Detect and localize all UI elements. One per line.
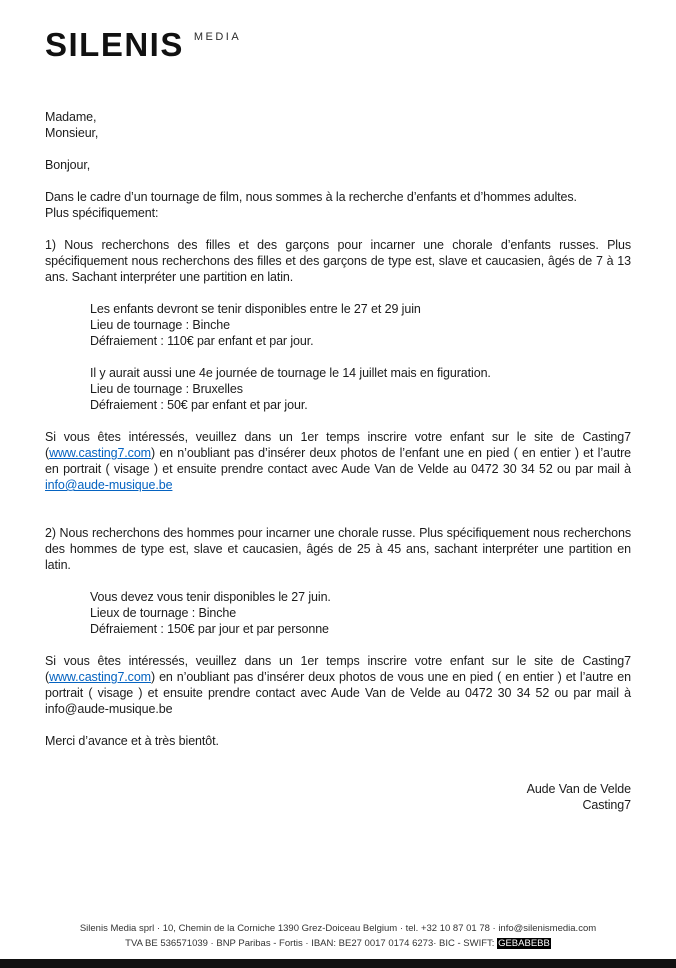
signature-company: Casting7 (582, 798, 631, 812)
selected-text-swift-code: GEBABEBB (498, 938, 550, 949)
salutation-line-1: Madame, (45, 110, 97, 124)
intro-line-2: Plus spécifiquement: (45, 206, 159, 220)
schedule-a-availability: Les enfants devront se tenir disponibles entre le 27 et 29 juin (90, 302, 421, 316)
email-link[interactable]: info@aude-musique.be (45, 478, 173, 492)
schedule-a-compensation: Défraiement : 110€ par enfant et par jour. (90, 334, 314, 348)
section1-schedule-a (90, 301, 631, 349)
section2-contact-text-1: Si vous êtes intéressés, veuillez dans un 1er temps inscrire votre enfant sur le site de Casting7 ( (45, 654, 631, 684)
letter-body (45, 109, 631, 813)
section1-schedule-b (90, 365, 631, 413)
section1-paragraph: 1) Nous recherchons des filles et des garçons pour incarner une chorale d’enfants russes. Plus spécifiquement nous recherchons des filles et des garçons de type est, slave et caucasien, âgés de 7 à 13 ans. Sachant interpréter une partition en latin. (45, 238, 631, 284)
section2-contact-paragraph (45, 653, 631, 717)
silenis-media-logo (45, 28, 631, 61)
greeting: Bonjour, (45, 158, 91, 172)
casting7-link-2[interactable]: www.casting7.com (49, 670, 151, 684)
section1-contact-text-1: Si vous êtes intéressés, veuillez dans un 1er temps inscrire votre enfant sur le site de Casting7 ( (45, 430, 631, 460)
signature-name: Aude Van de Velde (526, 782, 631, 796)
schedule-b-extra-day: Il y aurait aussi une 4e journée de tournage le 14 juillet mais en figuration. (90, 366, 491, 380)
schedule-a-location: Lieu de tournage : Binche (90, 318, 230, 332)
logo-wordmark: SILENIS (45, 26, 184, 63)
section2-schedule (90, 589, 631, 637)
letter-footer (0, 921, 676, 951)
intro-line-1: Dans le cadre d’un tournage de film, nous sommes à la recherche d’enfants et d’hommes adultes. (45, 190, 577, 204)
schedule2-location: Lieux de tournage : Binche (90, 606, 237, 620)
section1-contact-paragraph (45, 429, 631, 493)
schedule-b-compensation: Défraiement : 50€ par enfant et par jour. (90, 398, 308, 412)
intro-paragraph (45, 189, 631, 221)
salutation (45, 109, 631, 141)
schedule2-availability: Vous devez vous tenir disponibles le 27 juin. (90, 590, 331, 604)
section1-contact-text-2: ) en n’oubliant pas d’insérer deux photos de l’enfant une en pied ( en entier ) et l’autre en portrait ( visage ) et ensuite prendre contact avec Aude Van de Velde au 0472 30 34 52 ou par mail à (45, 446, 631, 476)
footer-line-2-text: TVA BE 536571039 · BNP Paribas - Fortis · IBAN: BE27 0017 0174 6273· BIC - SWIFT: (125, 938, 498, 949)
section2-contact-text-2: ) en n’oubliant pas d’insérer deux photos de vous une en pied ( en entier ) et l’autre en portrait ( visage ) et ensuite prendre contact avec Aude Van de Velde au 0472 30 34 52 ou par mail à info@aude-musique.be (45, 670, 631, 716)
casting7-link-1[interactable]: www.casting7.com (49, 446, 151, 460)
salutation-line-2: Monsieur, (45, 126, 99, 140)
closing-line: Merci d’avance et à très bientôt. (45, 734, 219, 748)
schedule2-compensation: Défraiement : 150€ par jour et par personne (90, 622, 329, 636)
footer-line-2 (0, 936, 676, 951)
signature-block (45, 781, 631, 813)
schedule-b-location: Lieu de tournage : Bruxelles (90, 382, 243, 396)
logo-subtitle: MEDIA (193, 31, 242, 43)
section2-paragraph: 2) Nous recherchons des hommes pour incarner une chorale russe. Plus spécifiquement nous recherchons des hommes de type est, slave et caucasien, âgés de 25 à 45 ans, sachant interpréter une partition en latin. (45, 526, 631, 572)
bottom-black-bar (0, 959, 676, 968)
footer-line-1: Silenis Media sprl · 10, Chemin de la Corniche 1390 Grez-Doiceau Belgium · tel. +32 10 87 01 78 · info@silenismedia.com (79, 923, 597, 934)
